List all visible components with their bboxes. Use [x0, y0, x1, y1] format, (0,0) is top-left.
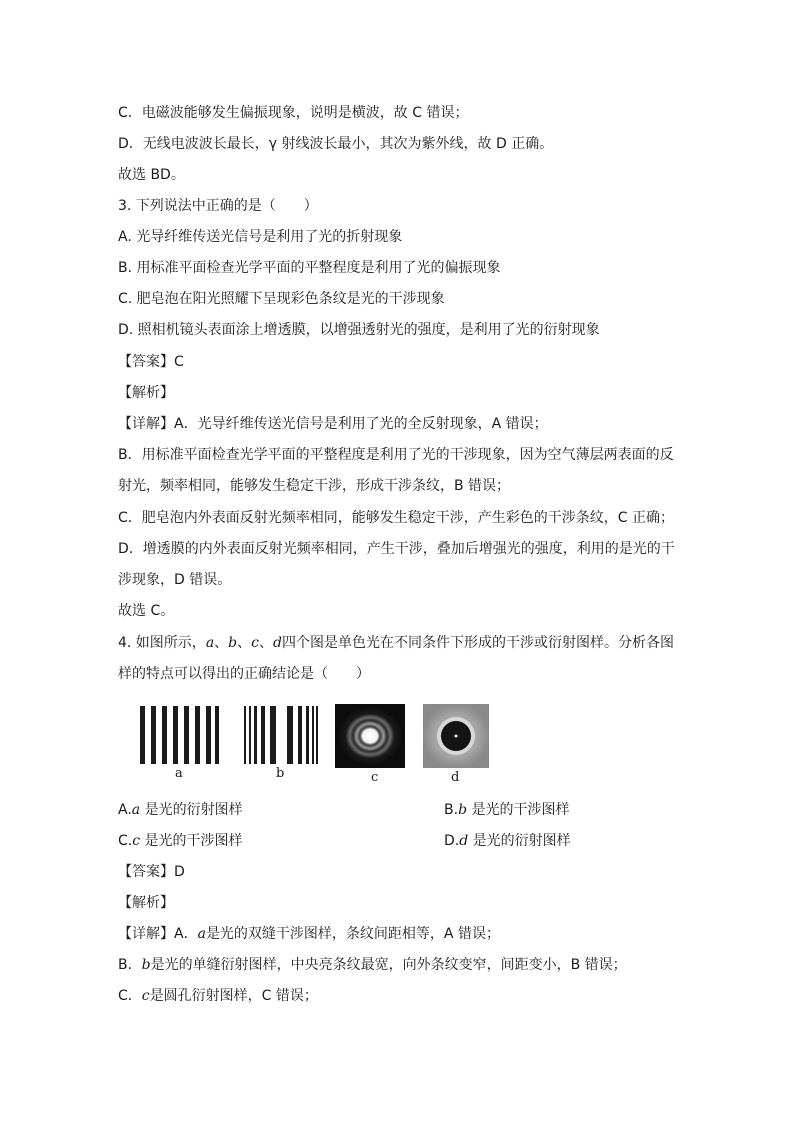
option-var: d [459, 833, 469, 849]
option-text: 是光的干涉图样 [467, 802, 570, 818]
detail-text: 是光的双缝干涉图样，条纹间距相等，A 错误； [205, 926, 500, 942]
option-text: 是光的衍射图样 [140, 802, 243, 818]
q4-text: 四个图是单色光在不同条件下形成的干涉或衍射图样。分析各图 [281, 635, 674, 651]
detail-3-b-line2: 射光，频率相同，能够发生稳定干涉，形成干涉条纹，B 错误； [118, 478, 511, 494]
q4-var-d: d [272, 635, 282, 651]
selection-3: 故选 C。 [118, 603, 175, 619]
question-4-option-a [118, 800, 243, 820]
detail-3-d-line1: D．增透膜的内外表面反射光频率相同，产生干涉，叠加后增强光的强度，利用的是光的干 [118, 541, 675, 557]
figure-d-disk-diffraction-pattern [423, 704, 489, 768]
q4-var-b: b [228, 635, 238, 651]
figure-c-circular-hole-pattern [335, 704, 405, 768]
question-3-option-c: C. 肥皂泡在阳光照耀下呈现彩色条纹是光的干涉现象 [118, 291, 445, 307]
option-text: 是光的干涉图样 [140, 833, 243, 849]
question-4-stem-line2: 样的特点可以得出的正确结论是（ ） [118, 666, 370, 682]
option-prefix: B. [444, 802, 459, 818]
analysis-3-heading: 【解析】 [118, 385, 174, 401]
option-prefix: C. [118, 833, 133, 849]
detail-3-d-line2: 涉现象，D 错误。 [118, 572, 232, 588]
detail-4-b [118, 955, 627, 975]
detail-var: b [141, 957, 151, 973]
text-line: C．电磁波能够发生偏振现象，说明是横波，故 C 错误； [118, 105, 469, 121]
option-var: b [458, 802, 468, 818]
detail-text: 是圆孔衍射图样，C 错误； [149, 988, 318, 1004]
q4-sep: 、 [214, 635, 229, 651]
detail-3-c: C．肥皂泡内外表面反射光频率相同，能够发生稳定干涉，产生彩色的干涉条纹，C 正确； [118, 510, 674, 526]
text-line: 故选 BD。 [118, 167, 185, 183]
detail-4-a [118, 924, 500, 944]
q4-text: 4. 如图所示， [118, 635, 206, 651]
detail-text: 是光的单缝衍射图样，中央亮条纹最宽，向外条纹变窄，间距变小，B 错误； [150, 957, 627, 973]
figure-c-label: c [371, 770, 379, 785]
detail-3-b-line1: B．用标准平面检查光学平面的平整程度是利用了光的干涉现象，因为空气薄层两表面的反 [118, 447, 674, 463]
text-line: D．无线电波波长最长，γ 射线波长最小，其次为紫外线，故 D 正确。 [118, 136, 554, 152]
option-prefix: A. [118, 802, 132, 818]
detail-text: C． [118, 988, 142, 1004]
answer-3: 【答案】C [118, 354, 184, 370]
question-4-option-b [444, 800, 569, 820]
question-3-option-d: D. 照相机镜头表面涂上增透膜，以增强透射光的强度，是利用了光的衍射现象 [118, 322, 600, 338]
figure-b-single-slit-pattern [243, 706, 319, 764]
detail-text: B． [118, 957, 142, 973]
question-3-option-a: A. 光导纤维传送光信号是利用了光的折射现象 [118, 229, 403, 245]
q4-sep: 、 [237, 635, 252, 651]
question-4-option-d [444, 831, 571, 851]
detail-3-a: 【详解】A．光导纤维传送光信号是利用了光的全反射现象，A 错误； [118, 416, 548, 432]
answer-4: 【答案】D [118, 864, 185, 880]
figure-a-double-slit-pattern [138, 706, 220, 764]
question-3-stem: 3. 下列说法中正确的是（ ） [118, 198, 318, 214]
detail-var: a [197, 926, 206, 942]
question-4-stem-line1 [118, 633, 674, 653]
option-text: 是光的衍射图样 [468, 833, 571, 849]
figure-b-label: b [276, 766, 285, 781]
q4-sep: 、 [258, 635, 273, 651]
question-3-option-b: B. 用标准平面检查光学平面的平整程度是利用了光的偏振现象 [118, 260, 501, 276]
q4-var-a: a [205, 635, 215, 651]
option-prefix: D. [444, 833, 460, 849]
figure-d-label: d [451, 770, 460, 785]
detail-text: 【详解】A． [118, 926, 198, 942]
detail-4-c [118, 986, 318, 1006]
option-var: c [132, 833, 141, 849]
figure-a-label: a [175, 766, 183, 781]
detail-var: c [141, 988, 150, 1004]
analysis-4-heading: 【解析】 [118, 895, 174, 911]
q4-var-c: c [251, 635, 259, 651]
question-4-option-c [118, 831, 243, 851]
option-var: a [131, 802, 141, 818]
